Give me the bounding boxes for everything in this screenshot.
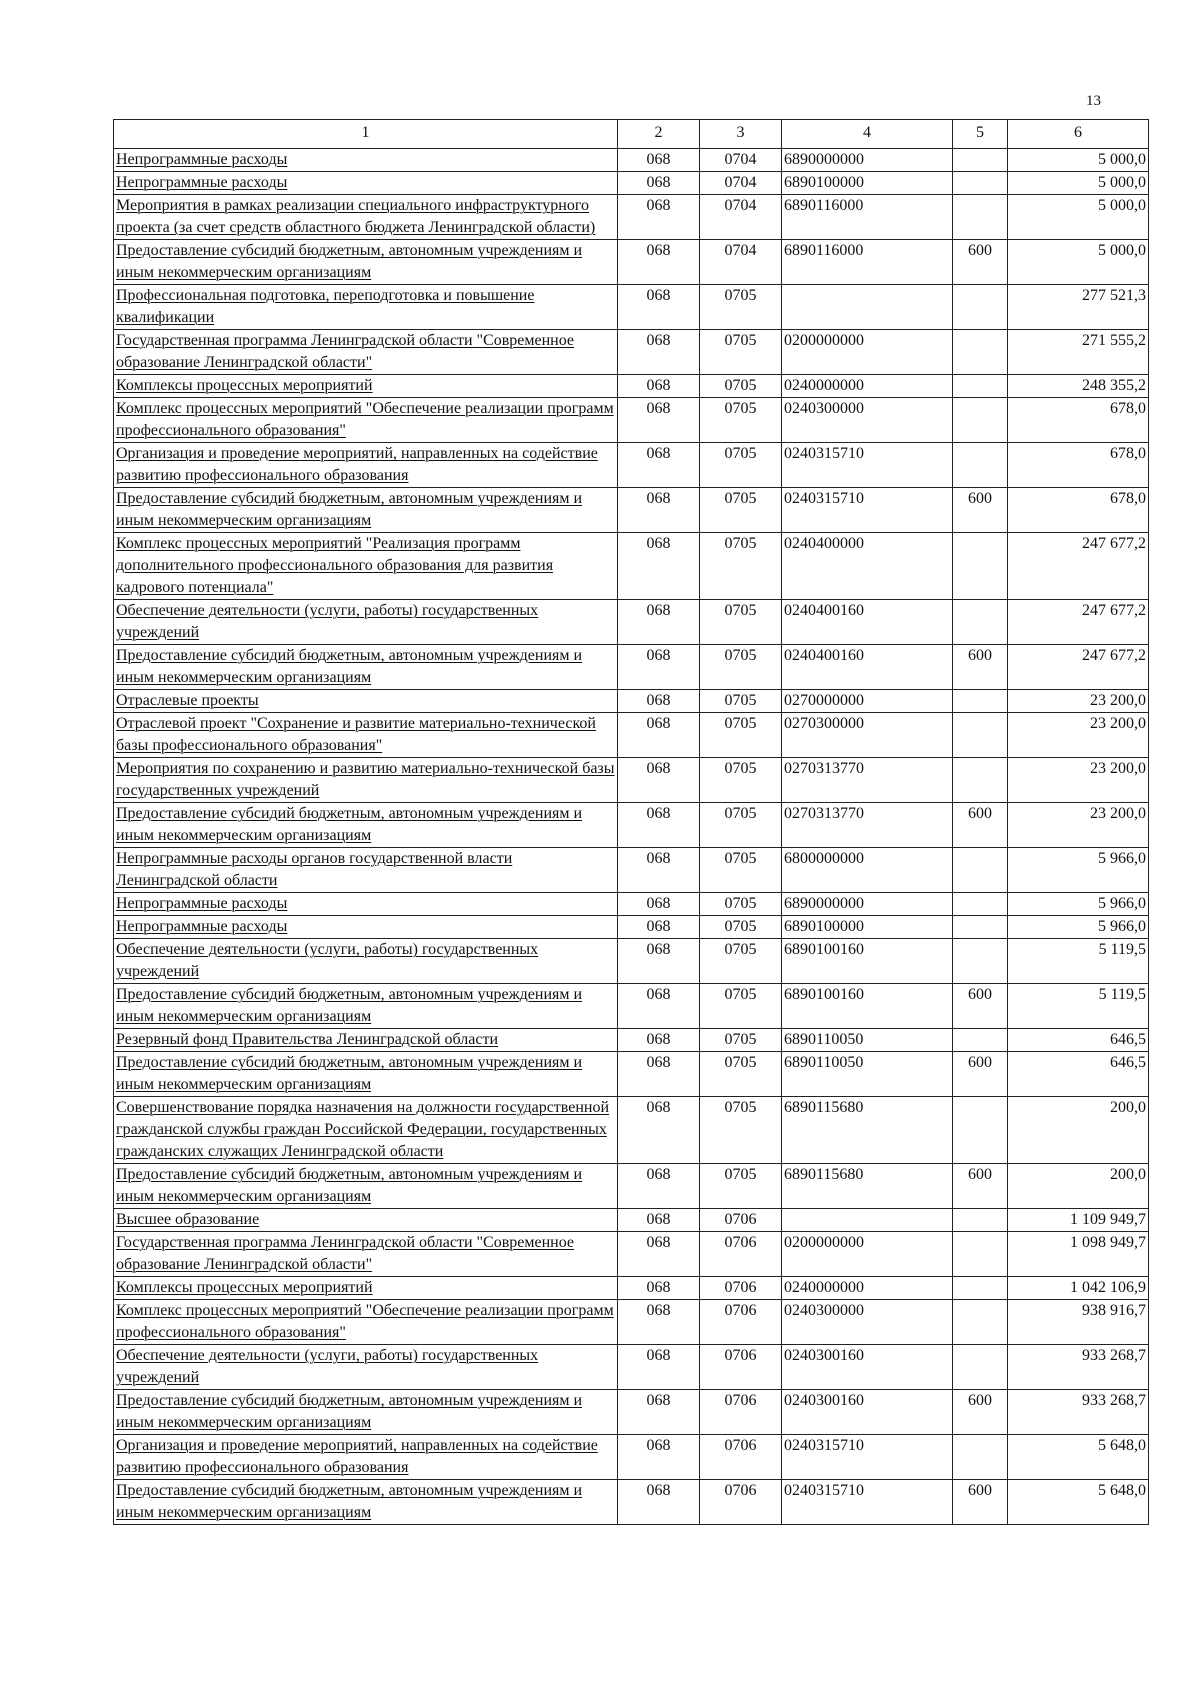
table-row xyxy=(114,195,1149,240)
row-name-cell: Государственная программа Ленинградской области "Современное образование Ленинградской области" xyxy=(114,330,618,375)
row-name-cell: Мероприятия по сохранению и развитию материально-технической базы государственных учреждений xyxy=(114,758,618,803)
row-section-cell: 0706 xyxy=(700,1300,782,1345)
row-grbs-cell: 068 xyxy=(618,1209,700,1232)
budget-table xyxy=(113,119,1149,1525)
table-row xyxy=(114,690,1149,713)
row-target-article-cell: 0240300160 xyxy=(782,1390,953,1435)
row-target-article-cell: 6890000000 xyxy=(782,893,953,916)
header-cell-5: 5 xyxy=(953,120,1008,149)
table-row xyxy=(114,398,1149,443)
row-expense-type-cell xyxy=(953,443,1008,488)
row-expense-type-cell xyxy=(953,690,1008,713)
row-target-article-cell: 0240400160 xyxy=(782,645,953,690)
table-row xyxy=(114,758,1149,803)
row-amount-cell: 23 200,0 xyxy=(1008,758,1149,803)
row-target-article-cell: 0270300000 xyxy=(782,713,953,758)
row-amount-cell: 5 119,5 xyxy=(1008,984,1149,1029)
row-target-article-cell: 0240000000 xyxy=(782,1277,953,1300)
row-amount-cell: 1 109 949,7 xyxy=(1008,1209,1149,1232)
row-section-cell: 0705 xyxy=(700,398,782,443)
row-expense-type-cell: 600 xyxy=(953,488,1008,533)
row-target-article-cell: 6890000000 xyxy=(782,149,953,172)
row-expense-type-cell xyxy=(953,398,1008,443)
row-section-cell: 0706 xyxy=(700,1232,782,1277)
row-grbs-cell: 068 xyxy=(618,1435,700,1480)
row-target-article-cell: 6890116000 xyxy=(782,195,953,240)
row-target-article-cell: 0240300000 xyxy=(782,398,953,443)
row-name-cell: Отраслевые проекты xyxy=(114,690,618,713)
row-target-article-cell xyxy=(782,285,953,330)
row-amount-cell: 200,0 xyxy=(1008,1097,1149,1164)
row-grbs-cell: 068 xyxy=(618,758,700,803)
row-grbs-cell: 068 xyxy=(618,690,700,713)
row-name-cell: Комплексы процессных мероприятий xyxy=(114,1277,618,1300)
table-row xyxy=(114,803,1149,848)
row-amount-cell: 5 000,0 xyxy=(1008,240,1149,285)
row-expense-type-cell xyxy=(953,1232,1008,1277)
row-grbs-cell: 068 xyxy=(618,916,700,939)
table-row xyxy=(114,939,1149,984)
table-body xyxy=(114,149,1149,1525)
table-row xyxy=(114,600,1149,645)
row-grbs-cell: 068 xyxy=(618,893,700,916)
row-target-article-cell: 0270000000 xyxy=(782,690,953,713)
row-grbs-cell: 068 xyxy=(618,240,700,285)
table-row xyxy=(114,1300,1149,1345)
table-header xyxy=(114,120,1149,149)
row-grbs-cell: 068 xyxy=(618,1029,700,1052)
row-section-cell: 0705 xyxy=(700,488,782,533)
row-expense-type-cell: 600 xyxy=(953,984,1008,1029)
row-grbs-cell: 068 xyxy=(618,172,700,195)
row-section-cell: 0705 xyxy=(700,916,782,939)
row-section-cell: 0705 xyxy=(700,645,782,690)
row-grbs-cell: 068 xyxy=(618,443,700,488)
row-grbs-cell: 068 xyxy=(618,803,700,848)
row-target-article-cell: 0240315710 xyxy=(782,443,953,488)
row-name-cell: Непрограммные расходы xyxy=(114,893,618,916)
table-row xyxy=(114,533,1149,600)
row-target-article-cell: 6890100000 xyxy=(782,172,953,195)
table-row xyxy=(114,443,1149,488)
row-name-cell: Непрограммные расходы органов государственной власти Ленинградской области xyxy=(114,848,618,893)
row-amount-cell: 247 677,2 xyxy=(1008,600,1149,645)
row-expense-type-cell xyxy=(953,600,1008,645)
row-target-article-cell: 6890100160 xyxy=(782,984,953,1029)
row-grbs-cell: 068 xyxy=(618,398,700,443)
row-target-article-cell: 6890110050 xyxy=(782,1029,953,1052)
row-name-cell: Комплекс процессных мероприятий "Обеспечение реализации программ профессионального образования" xyxy=(114,398,618,443)
row-grbs-cell: 068 xyxy=(618,488,700,533)
table-row xyxy=(114,1435,1149,1480)
row-grbs-cell: 068 xyxy=(618,1232,700,1277)
row-target-article-cell: 0240315710 xyxy=(782,488,953,533)
row-grbs-cell: 068 xyxy=(618,1480,700,1525)
row-target-article-cell: 0240315710 xyxy=(782,1480,953,1525)
row-expense-type-cell xyxy=(953,1435,1008,1480)
row-name-cell: Мероприятия в рамках реализации специального инфраструктурного проекта (за счет средств областного бюджета Ленинградской области) xyxy=(114,195,618,240)
row-name-cell: Резервный фонд Правительства Ленинградской области xyxy=(114,1029,618,1052)
row-expense-type-cell: 600 xyxy=(953,1480,1008,1525)
row-grbs-cell: 068 xyxy=(618,330,700,375)
row-amount-cell: 646,5 xyxy=(1008,1029,1149,1052)
row-name-cell: Организация и проведение мероприятий, направленных на содействие развитию профессионального образования xyxy=(114,1435,618,1480)
row-amount-cell: 247 677,2 xyxy=(1008,533,1149,600)
row-section-cell: 0705 xyxy=(700,893,782,916)
table-row xyxy=(114,330,1149,375)
row-section-cell: 0705 xyxy=(700,803,782,848)
row-amount-cell: 248 355,2 xyxy=(1008,375,1149,398)
row-amount-cell: 5 648,0 xyxy=(1008,1435,1149,1480)
row-amount-cell: 933 268,7 xyxy=(1008,1390,1149,1435)
row-expense-type-cell xyxy=(953,375,1008,398)
row-section-cell: 0705 xyxy=(700,713,782,758)
table-row xyxy=(114,1480,1149,1525)
row-section-cell: 0705 xyxy=(700,939,782,984)
row-section-cell: 0705 xyxy=(700,758,782,803)
row-expense-type-cell: 600 xyxy=(953,803,1008,848)
table-row xyxy=(114,1052,1149,1097)
row-grbs-cell: 068 xyxy=(618,1052,700,1097)
row-amount-cell: 271 555,2 xyxy=(1008,330,1149,375)
row-amount-cell: 5 966,0 xyxy=(1008,916,1149,939)
row-section-cell: 0706 xyxy=(700,1277,782,1300)
row-name-cell: Комплексы процессных мероприятий xyxy=(114,375,618,398)
row-target-article-cell xyxy=(782,1209,953,1232)
row-amount-cell: 5 966,0 xyxy=(1008,848,1149,893)
row-name-cell: Организация и проведение мероприятий, направленных на содействие развитию профессионального образования xyxy=(114,443,618,488)
row-name-cell: Профессиональная подготовка, переподготовка и повышение квалификации xyxy=(114,285,618,330)
row-target-article-cell: 6890110050 xyxy=(782,1052,953,1097)
row-expense-type-cell xyxy=(953,1029,1008,1052)
row-expense-type-cell xyxy=(953,172,1008,195)
row-amount-cell: 1 042 106,9 xyxy=(1008,1277,1149,1300)
row-target-article-cell: 0270313770 xyxy=(782,758,953,803)
row-target-article-cell: 0240400000 xyxy=(782,533,953,600)
row-name-cell: Предоставление субсидий бюджетным, автономным учреждениям и иным некоммерческим организациям xyxy=(114,240,618,285)
row-name-cell: Предоставление субсидий бюджетным, автономным учреждениям и иным некоммерческим организациям xyxy=(114,1480,618,1525)
row-target-article-cell: 0240400160 xyxy=(782,600,953,645)
page-number: 13 xyxy=(1086,93,1101,109)
row-expense-type-cell: 600 xyxy=(953,645,1008,690)
row-expense-type-cell: 600 xyxy=(953,1052,1008,1097)
table-row xyxy=(114,285,1149,330)
row-expense-type-cell: 600 xyxy=(953,1164,1008,1209)
row-section-cell: 0705 xyxy=(700,285,782,330)
row-target-article-cell: 0240000000 xyxy=(782,375,953,398)
row-name-cell: Комплекс процессных мероприятий "Реализация программ дополнительного профессионального образования для развития кадрового потенциала" xyxy=(114,533,618,600)
row-expense-type-cell xyxy=(953,893,1008,916)
row-name-cell: Обеспечение деятельности (услуги, работы) государственных учреждений xyxy=(114,1345,618,1390)
row-expense-type-cell xyxy=(953,285,1008,330)
row-name-cell: Предоставление субсидий бюджетным, автономным учреждениям и иным некоммерческим организациям xyxy=(114,803,618,848)
row-expense-type-cell xyxy=(953,916,1008,939)
header-row xyxy=(114,120,1149,149)
row-grbs-cell: 068 xyxy=(618,285,700,330)
table-row xyxy=(114,848,1149,893)
row-grbs-cell: 068 xyxy=(618,195,700,240)
row-name-cell: Совершенствование порядка назначения на должности государственной гражданской службы граждан Российской Федерации, государственных гражданских служащих Ленинградской области xyxy=(114,1097,618,1164)
row-section-cell: 0705 xyxy=(700,533,782,600)
row-grbs-cell: 068 xyxy=(618,375,700,398)
row-section-cell: 0705 xyxy=(700,1029,782,1052)
row-section-cell: 0705 xyxy=(700,330,782,375)
row-target-article-cell: 0200000000 xyxy=(782,1232,953,1277)
row-expense-type-cell xyxy=(953,1277,1008,1300)
row-amount-cell: 933 268,7 xyxy=(1008,1345,1149,1390)
row-section-cell: 0706 xyxy=(700,1209,782,1232)
row-grbs-cell: 068 xyxy=(618,1097,700,1164)
row-name-cell: Непрограммные расходы xyxy=(114,172,618,195)
row-expense-type-cell xyxy=(953,848,1008,893)
row-target-article-cell: 0240300000 xyxy=(782,1300,953,1345)
row-expense-type-cell xyxy=(953,713,1008,758)
table-row xyxy=(114,1164,1149,1209)
row-expense-type-cell xyxy=(953,330,1008,375)
table-row xyxy=(114,1029,1149,1052)
table-row xyxy=(114,1345,1149,1390)
row-grbs-cell: 068 xyxy=(618,713,700,758)
row-amount-cell: 678,0 xyxy=(1008,443,1149,488)
header-cell-4: 4 xyxy=(782,120,953,149)
row-amount-cell: 23 200,0 xyxy=(1008,803,1149,848)
row-name-cell: Комплекс процессных мероприятий "Обеспечение реализации программ профессионального образования" xyxy=(114,1300,618,1345)
row-expense-type-cell xyxy=(953,758,1008,803)
row-grbs-cell: 068 xyxy=(618,1164,700,1209)
row-expense-type-cell xyxy=(953,1345,1008,1390)
row-name-cell: Высшее образование xyxy=(114,1209,618,1232)
row-target-article-cell: 6890100160 xyxy=(782,939,953,984)
table-row xyxy=(114,375,1149,398)
row-section-cell: 0705 xyxy=(700,443,782,488)
row-name-cell: Предоставление субсидий бюджетным, автономным учреждениям и иным некоммерческим организациям xyxy=(114,1052,618,1097)
row-target-article-cell: 6890115680 xyxy=(782,1097,953,1164)
row-name-cell: Обеспечение деятельности (услуги, работы) государственных учреждений xyxy=(114,600,618,645)
table-row xyxy=(114,1277,1149,1300)
table-row xyxy=(114,172,1149,195)
row-target-article-cell: 6800000000 xyxy=(782,848,953,893)
row-name-cell: Предоставление субсидий бюджетным, автономным учреждениям и иным некоммерческим организациям xyxy=(114,984,618,1029)
row-expense-type-cell: 600 xyxy=(953,240,1008,285)
row-name-cell: Отраслевой проект "Сохранение и развитие материально-технической базы профессионального образования" xyxy=(114,713,618,758)
row-amount-cell: 5 648,0 xyxy=(1008,1480,1149,1525)
row-expense-type-cell xyxy=(953,533,1008,600)
row-grbs-cell: 068 xyxy=(618,984,700,1029)
row-expense-type-cell xyxy=(953,195,1008,240)
row-amount-cell: 646,5 xyxy=(1008,1052,1149,1097)
row-grbs-cell: 068 xyxy=(618,1300,700,1345)
header-cell-2: 2 xyxy=(618,120,700,149)
table-row xyxy=(114,1390,1149,1435)
row-expense-type-cell xyxy=(953,1300,1008,1345)
row-target-article-cell: 0240315710 xyxy=(782,1435,953,1480)
row-target-article-cell: 0200000000 xyxy=(782,330,953,375)
header-cell-3: 3 xyxy=(700,120,782,149)
table-row xyxy=(114,916,1149,939)
row-name-cell: Государственная программа Ленинградской области "Современное образование Ленинградской области" xyxy=(114,1232,618,1277)
table-row xyxy=(114,488,1149,533)
row-amount-cell: 678,0 xyxy=(1008,398,1149,443)
row-grbs-cell: 068 xyxy=(618,939,700,984)
row-amount-cell: 678,0 xyxy=(1008,488,1149,533)
row-section-cell: 0705 xyxy=(700,1164,782,1209)
row-amount-cell: 23 200,0 xyxy=(1008,690,1149,713)
row-section-cell: 0704 xyxy=(700,195,782,240)
row-section-cell: 0705 xyxy=(700,1097,782,1164)
row-name-cell: Обеспечение деятельности (услуги, работы) государственных учреждений xyxy=(114,939,618,984)
row-amount-cell: 5 966,0 xyxy=(1008,893,1149,916)
row-grbs-cell: 068 xyxy=(618,1277,700,1300)
row-section-cell: 0705 xyxy=(700,375,782,398)
row-section-cell: 0706 xyxy=(700,1435,782,1480)
row-amount-cell: 1 098 949,7 xyxy=(1008,1232,1149,1277)
row-target-article-cell: 6890100000 xyxy=(782,916,953,939)
row-amount-cell: 200,0 xyxy=(1008,1164,1149,1209)
row-section-cell: 0705 xyxy=(700,600,782,645)
row-target-article-cell: 6890116000 xyxy=(782,240,953,285)
row-section-cell: 0705 xyxy=(700,848,782,893)
row-grbs-cell: 068 xyxy=(618,1390,700,1435)
table-row xyxy=(114,1232,1149,1277)
header-cell-6: 6 xyxy=(1008,120,1149,149)
row-name-cell: Предоставление субсидий бюджетным, автономным учреждениям и иным некоммерческим организациям xyxy=(114,1390,618,1435)
row-target-article-cell: 6890115680 xyxy=(782,1164,953,1209)
row-expense-type-cell xyxy=(953,1209,1008,1232)
table-row xyxy=(114,713,1149,758)
table-row xyxy=(114,1209,1149,1232)
table-row xyxy=(114,893,1149,916)
row-name-cell: Предоставление субсидий бюджетным, автономным учреждениям и иным некоммерческим организациям xyxy=(114,645,618,690)
row-grbs-cell: 068 xyxy=(618,1345,700,1390)
table-row xyxy=(114,984,1149,1029)
row-amount-cell: 938 916,7 xyxy=(1008,1300,1149,1345)
row-name-cell: Непрограммные расходы xyxy=(114,149,618,172)
row-name-cell: Предоставление субсидий бюджетным, автономным учреждениям и иным некоммерческим организациям xyxy=(114,1164,618,1209)
row-section-cell: 0704 xyxy=(700,240,782,285)
row-target-article-cell: 0270313770 xyxy=(782,803,953,848)
header-cell-1: 1 xyxy=(114,120,618,149)
row-amount-cell: 5 000,0 xyxy=(1008,149,1149,172)
row-grbs-cell: 068 xyxy=(618,848,700,893)
row-amount-cell: 5 119,5 xyxy=(1008,939,1149,984)
row-section-cell: 0704 xyxy=(700,149,782,172)
row-expense-type-cell xyxy=(953,1097,1008,1164)
row-grbs-cell: 068 xyxy=(618,533,700,600)
row-section-cell: 0706 xyxy=(700,1390,782,1435)
row-section-cell: 0706 xyxy=(700,1480,782,1525)
row-section-cell: 0704 xyxy=(700,172,782,195)
row-amount-cell: 23 200,0 xyxy=(1008,713,1149,758)
row-amount-cell: 5 000,0 xyxy=(1008,195,1149,240)
row-grbs-cell: 068 xyxy=(618,600,700,645)
row-amount-cell: 277 521,3 xyxy=(1008,285,1149,330)
row-grbs-cell: 068 xyxy=(618,645,700,690)
row-amount-cell: 247 677,2 xyxy=(1008,645,1149,690)
row-section-cell: 0706 xyxy=(700,1345,782,1390)
row-expense-type-cell: 600 xyxy=(953,1390,1008,1435)
row-section-cell: 0705 xyxy=(700,1052,782,1097)
table-row xyxy=(114,1097,1149,1164)
row-amount-cell: 5 000,0 xyxy=(1008,172,1149,195)
row-section-cell: 0705 xyxy=(700,690,782,713)
table-row xyxy=(114,149,1149,172)
row-target-article-cell: 0240300160 xyxy=(782,1345,953,1390)
row-section-cell: 0705 xyxy=(700,984,782,1029)
row-expense-type-cell xyxy=(953,939,1008,984)
row-name-cell: Непрограммные расходы xyxy=(114,916,618,939)
row-name-cell: Предоставление субсидий бюджетным, автономным учреждениям и иным некоммерческим организациям xyxy=(114,488,618,533)
row-expense-type-cell xyxy=(953,149,1008,172)
table-row xyxy=(114,240,1149,285)
table-row xyxy=(114,645,1149,690)
row-grbs-cell: 068 xyxy=(618,149,700,172)
